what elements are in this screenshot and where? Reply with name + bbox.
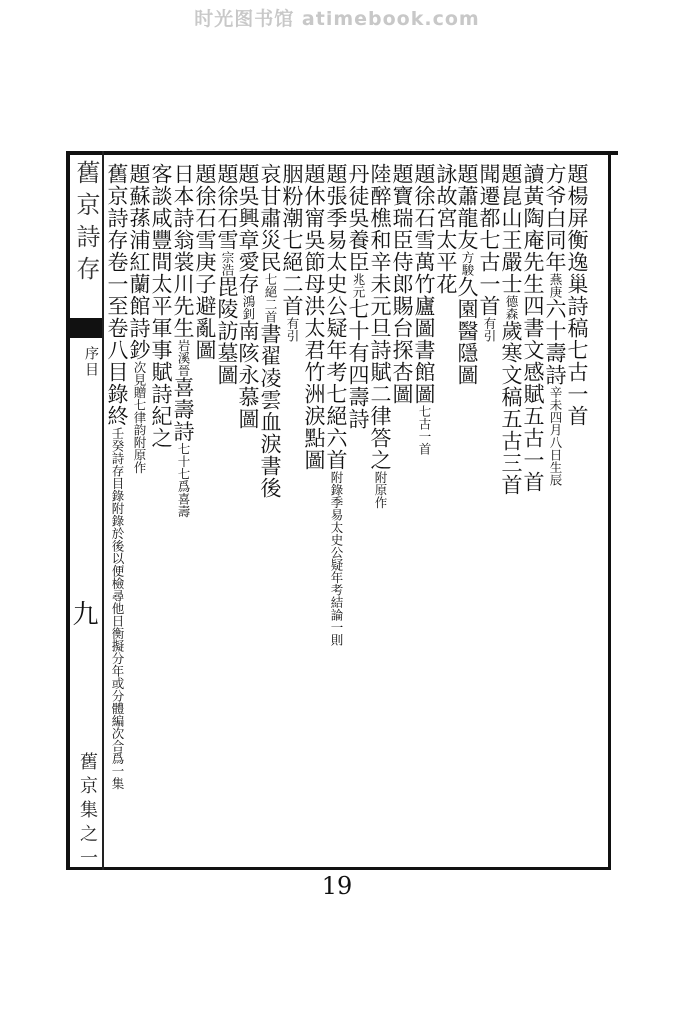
gutter-divider xyxy=(102,151,104,870)
gutter-book-title: 舊京集之一 xyxy=(77,752,98,872)
entry-title: 日本詩翁裳川先生 xyxy=(171,163,195,339)
fishtail-mark xyxy=(70,318,102,338)
toc-entry xyxy=(369,163,391,509)
entry-note: 有引 xyxy=(482,317,497,342)
toc-entry xyxy=(303,163,325,471)
toc-entry xyxy=(522,163,544,493)
entry-title: 讀黃陶庵先生四書文感賦五古一首 xyxy=(521,163,545,493)
entry-note: 方駿 xyxy=(460,251,475,276)
entry-title: 方爷白同年 xyxy=(543,163,567,273)
frame-right-border xyxy=(608,151,611,870)
toc-entry xyxy=(413,163,435,455)
toc-entry xyxy=(478,163,500,342)
entry-title-cont: 七十有四壽詩 xyxy=(346,298,370,430)
entry-title: 題徐石雪庚子避亂圖 xyxy=(193,163,217,361)
entry-note: 岩溪晉 xyxy=(176,339,191,377)
entry-note: 次見贈七律韵附原作 xyxy=(132,361,147,474)
toc-entry xyxy=(281,163,303,342)
frame-bottom-border xyxy=(66,867,610,870)
toc-entry xyxy=(106,163,128,790)
entry-title: 聞遷都七古一首 xyxy=(477,163,501,317)
entry-title: 客談咸豐間太平軍事賦詩紀之 xyxy=(149,163,173,449)
entry-title: 題楊屏衡逸巢詩稿七古一首 xyxy=(565,163,589,427)
entry-note: 七十七爲喜壽 xyxy=(176,442,191,518)
entry-note: 德森 xyxy=(504,295,519,320)
toc-entry xyxy=(456,163,478,386)
entry-title: 題蘇蓀浦紅蘭館詩鈔 xyxy=(127,163,151,361)
toc-entry xyxy=(544,163,566,486)
entry-note: 附錄季易太史公疑年考結論一則 xyxy=(329,471,344,646)
entry-note: 兆元 xyxy=(351,273,366,298)
toc-entry xyxy=(500,163,522,496)
entry-note: 七古一首 xyxy=(417,405,432,455)
entry-title-cont: 書翟凌雲血淚書後 xyxy=(258,323,282,499)
entry-title-cont: 毘陵訪墓圖 xyxy=(215,276,239,386)
toc-entry xyxy=(347,163,369,430)
toc-entry xyxy=(194,163,216,361)
entry-note: 附原作 xyxy=(373,471,388,509)
toc-entry xyxy=(566,163,588,427)
entry-title: 題吳興章愛存 xyxy=(236,163,260,295)
toc-entry xyxy=(435,163,457,295)
entry-title: 題徐石雪萬竹廬圖書館圖 xyxy=(412,163,436,405)
watermark: 时光图书馆 atimebook.com xyxy=(194,8,480,30)
frame-top-border xyxy=(70,151,618,155)
toc-entry xyxy=(325,163,347,646)
entry-title: 哀甘肅災民 xyxy=(258,163,282,273)
gutter-collection-title: 舊京詩存 xyxy=(72,160,100,288)
entry-note: 辛未四月八日生辰 xyxy=(548,386,563,486)
toc-entry xyxy=(150,163,172,449)
entry-note: 七絕二首 xyxy=(263,273,278,323)
entry-title: 題徐石雪 xyxy=(215,163,239,251)
entry-title: 胭粉潮七絕二首 xyxy=(280,163,304,317)
entry-title: 題休甯吳節母洪太君竹洲淚點圖 xyxy=(302,163,326,471)
entry-title-cont: 喜壽詩 xyxy=(171,376,195,443)
entry-note: 燕庚 xyxy=(548,273,563,298)
toc-entry xyxy=(128,163,150,474)
toc-entry xyxy=(237,163,259,430)
page-number: 19 xyxy=(321,872,353,900)
entry-title-cont: 南陔永慕圖 xyxy=(236,320,260,430)
entry-title: 題寶瑞臣侍郎賜台探杏圖 xyxy=(390,163,414,405)
entry-note: 有引 xyxy=(285,317,300,342)
toc-entry xyxy=(172,163,194,518)
toc-entry xyxy=(391,163,413,405)
entry-note: 宗浩 xyxy=(220,251,235,276)
entry-title: 題崑山王嚴士 xyxy=(499,163,523,295)
entry-title: 丹徒吳養臣 xyxy=(346,163,370,273)
toc-entry xyxy=(216,163,238,386)
entry-note: 鴻釗 xyxy=(241,295,256,320)
entry-note: 壬癸詩存目錄附錄於後以便檢尋他日衡擬分年或分體編次合爲一集 xyxy=(110,427,125,790)
toc-entry xyxy=(259,163,281,499)
entry-title-cont: 久園醫隱圖 xyxy=(455,276,479,386)
gutter-section-label: 序目 xyxy=(83,346,99,378)
entry-title: 題張季易太史公疑年考七絕六首 xyxy=(324,163,348,471)
entry-title-cont: 六十壽詩 xyxy=(543,298,567,386)
entry-title: 題蕭龍友 xyxy=(455,163,479,251)
entry-title: 陸醉樵和辛未元旦詩賦二律答之 xyxy=(368,163,392,471)
entry-title-cont: 歲寒文稿五古三首 xyxy=(499,320,523,496)
gutter-page-number: 九 xyxy=(68,600,98,626)
entry-title: 舊京詩存卷一至卷八目錄終 xyxy=(105,163,129,427)
entry-title: 詠故宮太平花 xyxy=(434,163,458,295)
